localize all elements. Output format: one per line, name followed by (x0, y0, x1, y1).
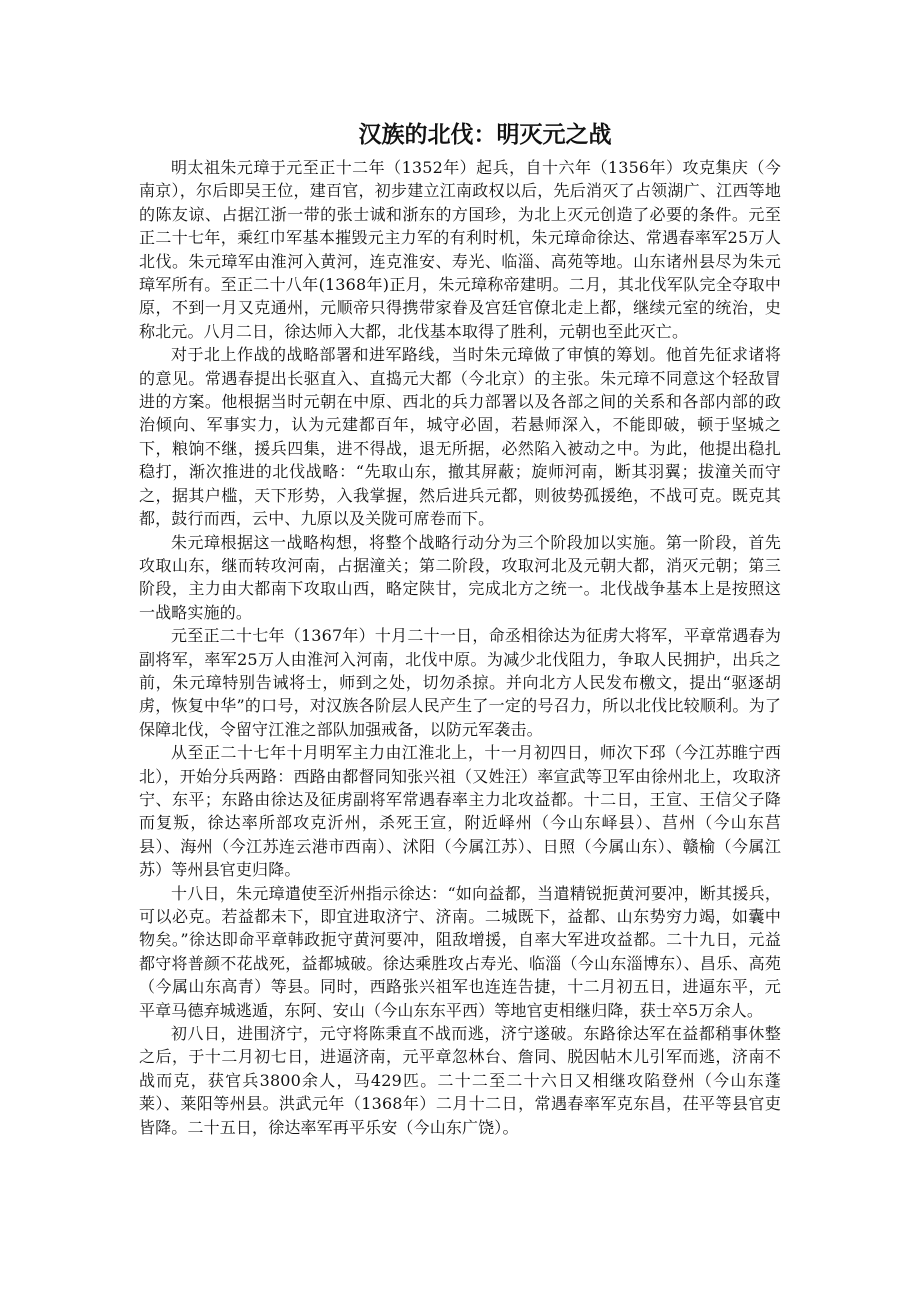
document-body (139, 156, 781, 1139)
paragraph-7: 初八日，进围济宁，元守将陈秉直不战而逃，济宁遂破。东路徐达军在益都稍事休整之后，于十二月初七日，进逼济南，元平章忽林台、詹同、脱因帖木儿引军而逃，济南不战而克，获官兵3800余人，马429匹。二十二至二十六日又相继攻陷登州（今山东蓬莱）、莱阳等州县。洪武元年（1368年）二月十二日，常遇春率军克东昌，茌平等县官吏皆降。二十五日，徐达率军再平乐安（今山东广饶）。 (139, 1024, 781, 1137)
paragraph-2: 对于北上作战的战略部署和进军路线，当时朱元璋做了审慎的筹划。他首先征求诸将的意见。常遇春提出长驱直入、直捣元大都（今北京）的主张。朱元璋不同意这个轻敌冒进的方案。他根据当时元朝在中原、西北的兵力部署以及各部之间的关系和各部内部的政治倾向、军事实力，认为元建都百年，城守必固，若悬师深入，不能即破，顿于坚城之下，粮饷不继，援兵四集，进不得战，退无所据，必然陷入被动之中。为此，他提出稳扎稳打，渐次推进的北伐战略：“先取山东，撤其屏蔽；旋师河南，断其羽翼；拔潼关而守之，据其户槛，天下形势，入我掌握，然后进兵元都，则彼势孤援绝，不战可克。既克其都，鼓行而西，云中、九原以及关陇可席卷而下。 (139, 345, 781, 529)
paragraph-1: 明太祖朱元璋于元至正十二年（1352年）起兵，自十六年（1356年）攻克集庆（今南京），尔后即吴王位，建百官，初步建立江南政权以后，先后消灭了占领湖广、江西等地的陈友谅、占据江浙一带的张士诚和浙东的方国珍，为北上灭元创造了必要的条件。元至正二十七年，乘红巾军基本摧毁元主力军的有利时机，朱元璋命徐达、常遇春率军25万人北伐。朱元璋军由淮河入黄河，连克淮安、寿光、临淄、高苑等地。山东诸州县尽为朱元璋军所有。至正二十八年(1368年)正月，朱元璋称帝建明。二月，其北伐军队完全夺取中原，不到一月又克通州，元顺帝只得携带家眷及宫廷官僚北走上都，继续元室的统治，史称北元。八月二日，徐达师入大都，北伐基本取得了胜利，元朝也至此灭亡。 (139, 158, 781, 341)
document-title: 汉族的北伐：明灭元之战 (358, 122, 612, 148)
paragraph-5: 从至正二十七年十月明军主力由江淮北上，十一月初四日，师次下邳（今江苏睢宁西北），开始分兵两路：西路由都督同知张兴祖（又姓汪）率宣武等卫军由徐州北上，攻取济宁、东平；东路由徐达及征虏副将军常遇春率主力北攻益都。十二日，王宣、王信父子降而复叛，徐达率所部攻克沂州，杀死王宣，附近峄州（今山东峄县）、莒州（今山东莒县）、海州（今江苏连云港市西南）、沭阳（今属江苏）、日照（今属山东）、赣榆（今属江苏）等州县官吏归降。 (139, 743, 781, 880)
paragraph-6: 十八日，朱元璋遣使至沂州指示徐达：“如向益都，当遣精锐扼黄河要冲，断其援兵，可以必克。若益都未下，即宜进取济宁、济南。二城既下，益都、山东势穷力竭，如囊中物矣。”徐达即命平章韩政扼守黄河要冲，阻敌增援，自率大军进攻益都。二十九日，元益都守将普颜不花战死，益都城破。徐达乘胜攻占寿光、临淄（今山东淄博东）、昌乐、高苑（今属山东高青）等县。同时，西路张兴祖军也连连告捷，十二月初五日，进逼东平，元平章马德弃城逃遁，东阿、安山（今山东东平西）等地官吏相继归降，获士卒5万余人。 (139, 883, 781, 1020)
paragraph-4: 元至正二十七年（1367年）十月二十一日，命丞相徐达为征虏大将军，平章常遇春为副将军，率军25万人由淮河入河南，北伐中原。为减少北伐阻力，争取人民拥护，出兵之前，朱元璋特别告诫将士，师到之处，切勿杀掠。并向北方人民发布檄文，提出“驱逐胡虏，恢复中华”的口号，对汉族各阶层人民产生了一定的号召力，所以北伐比较顺利。为了保障北伐，令留守江淮之部队加强戒备，以防元军袭击。 (139, 626, 781, 739)
paragraph-3: 朱元璋根据这一战略构想，将整个战略行动分为三个阶段加以实施。第一阶段，首先攻取山东，继而转攻河南，占据潼关；第二阶段，攻取河北及元朝大都，消灭元朝；第三阶段，主力由大都南下攻取山西，略定陕甘，完成北方之统一。北伐战争基本上是按照这一战略实施的。 (139, 532, 781, 622)
